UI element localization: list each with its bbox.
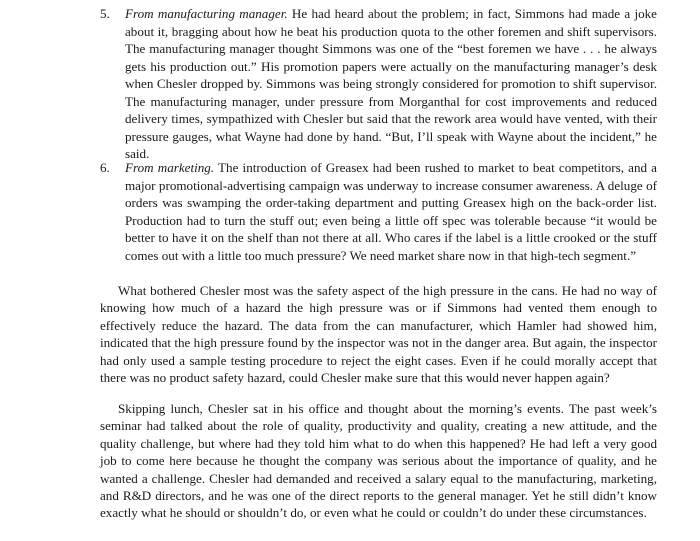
body-paragraph-safety: What bothered Chesler most was the safety aspect of the high pressure in the cans. He had no way of knowing how much of a hazard the high pressure was or if Simmons had vented them enough to effectively reduce the hazard. The data from the can manufacturer, which Hamler had showed him, indicated that the high pressure found by the inspector was not in the danger area. But again, the inspector had only used a sample testing procedure to reject the eight cases. Even if he could morally accept that there was no product safety hazard, could Chesler make sure that this would never happen again? bbox=[100, 283, 657, 386]
list-item-lead: From manufacturing manager. bbox=[125, 6, 288, 21]
list-item-marketing bbox=[100, 159, 657, 264]
body-paragraph-lunch: Skipping lunch, Chesler sat in his office and thought about the morning’s events. The past week’s seminar had talked about the role of quality, productivity and quality, creating a new attitude, and the quality challenge, but where had they told him what to do when this happened? He had left a very good job to come here because he thought the company was serious about the importance of quality, and he wanted a challenge. Chesler had demanded and received a salary equal to the manufacturing, marketing, and R&D directors, and he was one of the direct reports to the general manager. Yet he still didn’t know exactly what he should or shouldn’t do, or even what he could or couldn’t do under these circumstances. bbox=[100, 401, 657, 521]
list-item-number: 5. bbox=[100, 6, 110, 21]
list-item-number: 6. bbox=[100, 160, 110, 175]
list-item-manufacturing bbox=[100, 5, 657, 163]
list-item-text: The introduction of Greasex had been rushed to market to beat competitors, and a major promotional-advertising campaign was underway to increase consumer awareness. A deluge of orders was swamping the order-taking department and putting Greasex high on the back-order list. Production had to turn the stuff out; even being a little off spec was tolerable because “it would be better to have it on the shelf than not there at all. Who cares if the label is a little crooked or the stuff comes out with a little too much pressure? We need market share now in that high-tech segment.” bbox=[125, 160, 657, 263]
list-item-text: He had heard about the problem; in fact, Simmons had made a joke about it, bragging about how he beat his production quota to the other foremen and shift supervisors. The manufacturing manager thought Simmons was one of the “best foremen we have . . . he always gets his production out.” His promotion papers were actually on the manufacturing manager’s desk when Chesler dropped by. Simmons was being strongly considered for promotion to shift supervisor. The manufacturing manager, under pressure from Morganthal for cost improvements and reduced delivery times, sympathized with Chesler but said that the rework area would have vented, with their pressure gauges, what Wayne had done by hand. “But, I’ll speak with Wayne about the incident,” he said. bbox=[125, 6, 657, 161]
list-item-lead: From marketing. bbox=[125, 160, 215, 175]
